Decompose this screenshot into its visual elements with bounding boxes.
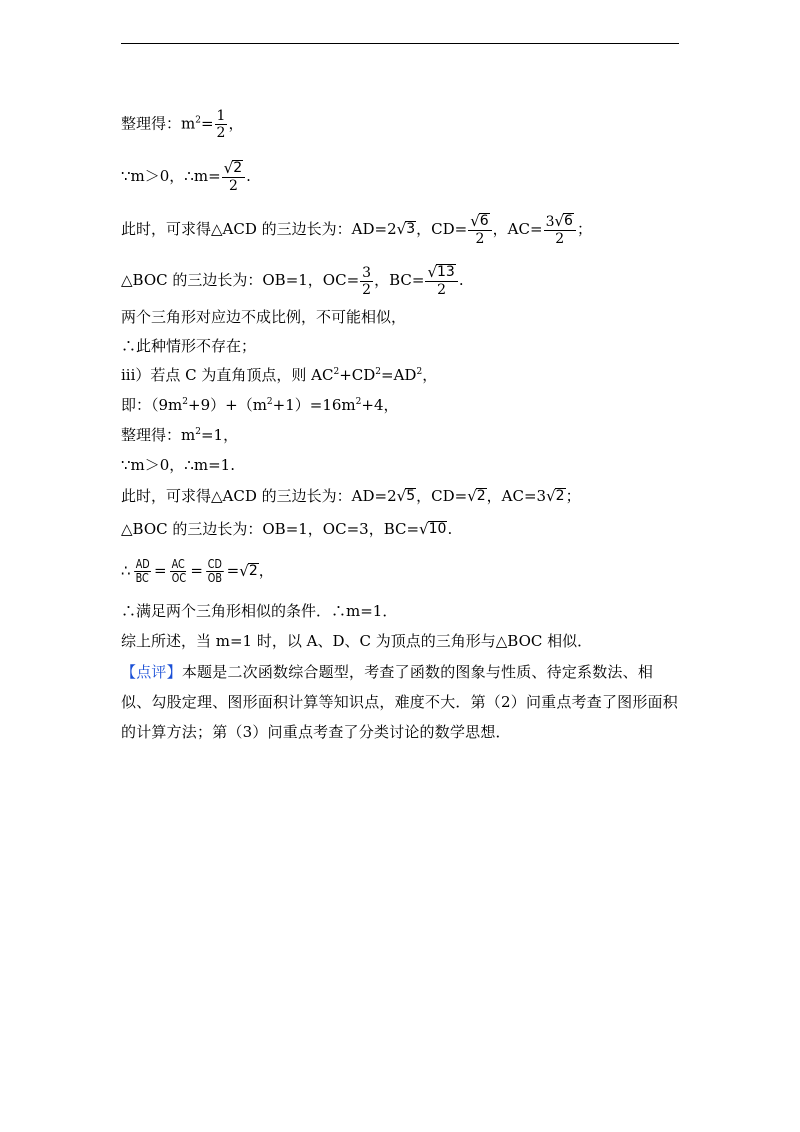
superscript: 2	[266, 397, 273, 407]
denominator: 2	[437, 282, 447, 298]
fraction	[468, 213, 491, 247]
header-rule	[121, 43, 679, 44]
text: ∵m＞0，∴m=	[121, 167, 221, 185]
radicand: 2	[476, 488, 486, 504]
superscript: 2	[195, 115, 201, 126]
fraction	[132, 558, 153, 585]
numerator: √ 13	[425, 264, 457, 282]
text: ，BC=	[374, 271, 425, 289]
denominator: 2	[555, 231, 565, 247]
line-2	[121, 160, 251, 194]
line-10: ∵m＞0，∴m=1.	[121, 456, 235, 474]
line-9: 整理得：$m^2=1$，	[121, 426, 239, 444]
superscript: 2	[416, 367, 423, 377]
sqrt: √ 3	[396, 220, 416, 238]
sqrt: √ 2	[239, 561, 258, 580]
line-12: △BOC 的三边长为：OB=1，OC=3，BC= √ 10 .	[121, 520, 453, 538]
text: 整理得：m	[121, 114, 196, 133]
fraction	[544, 213, 576, 247]
fraction	[360, 265, 373, 298]
numerator: AD	[135, 557, 150, 571]
numerator	[222, 160, 245, 178]
denominator: 2	[216, 125, 226, 141]
text: ，CD=	[416, 220, 468, 238]
comment-tag: 【点评】	[121, 663, 182, 681]
line-6: ∴此种情形不存在；	[121, 337, 257, 355]
line-13: ∴ $\frac{AD}{BC}$ = $\frac{AC}{OC}$ = $\frac{CD}{OB}$ = √ 2 ，	[121, 557, 274, 585]
denominator: 2	[362, 281, 372, 298]
numerator: CD	[207, 557, 222, 571]
fraction	[168, 558, 190, 585]
line-8: 即：$(9m^2+9)+(m^2+1)=16m^2+4$，	[121, 396, 399, 414]
radicand: 3	[406, 221, 416, 237]
text: ，AC=	[492, 220, 543, 238]
sqrt: √ 10	[419, 520, 447, 538]
denominator: 2	[475, 231, 485, 247]
line-3	[121, 213, 592, 247]
sqrt: √ 5	[396, 487, 416, 505]
text: ，	[228, 114, 244, 133]
line-1	[121, 108, 243, 141]
numerator: √ 6	[468, 213, 491, 231]
radicand: 13	[437, 264, 455, 280]
radicand: 2	[233, 160, 243, 176]
superscript: 2	[375, 367, 382, 377]
line-4	[121, 264, 464, 298]
text: .	[458, 271, 464, 289]
fraction	[425, 264, 457, 298]
text: =	[200, 114, 214, 133]
fraction	[222, 160, 245, 194]
numerator: 1	[216, 108, 226, 124]
radicand: 5	[406, 488, 416, 504]
text: △BOC 的三边长为：OB=1，OC=	[121, 271, 360, 289]
superscript: 2	[182, 397, 189, 407]
line-7: iii）若点 C 为直角顶点，则 $AC^2+CD^2=AD^2$，	[121, 366, 438, 384]
text: ；	[576, 220, 592, 238]
sqrt	[224, 160, 243, 176]
comment-text: 本题是二次函数综合题型，考查了函数的图象与性质、待定系数法、相似、勾股定理、图形面积计算等知识点，难度不大．第（2）问重点考查了图形面积的计算方法；第（3）问重点考查了分类讨论的数学思想．	[121, 663, 678, 741]
numerator: AC	[171, 557, 186, 571]
superscript: 2	[333, 367, 340, 377]
line-11: 此时，可求得△ACD 的三边长为：AD=2 √ 5 ，CD= √ 2 ，AC=3 √ 2 ；	[121, 487, 581, 505]
comment-paragraph	[121, 657, 681, 747]
sqrt: √ 2	[467, 487, 486, 505]
line-5: 两个三角形对应边不成比例，不可能相似，	[121, 308, 407, 326]
superscript: 2	[355, 397, 362, 407]
denominator: OB	[207, 571, 222, 585]
denominator: BC	[135, 571, 149, 585]
radicand: 2	[248, 562, 258, 579]
denominator: OC	[171, 571, 186, 585]
text: .	[246, 167, 251, 185]
radicand: 6	[564, 213, 573, 229]
line-15: 综上所述，当 m=1 时，以 A、D、C 为顶点的三角形与△BOC 相似．	[121, 632, 593, 650]
radicand: 10	[428, 521, 447, 537]
superscript: 2	[195, 427, 201, 437]
fraction	[215, 108, 228, 141]
text: 此时，可求得△ACD 的三边长为：AD=2	[121, 220, 397, 238]
line-14: ∴满足两个三角形相似的条件．∴m=1．	[121, 602, 398, 620]
radical-sign: √	[223, 159, 234, 177]
sqrt: √ 2	[546, 487, 565, 505]
radicand: 2	[555, 488, 565, 504]
numerator: 3 √ 6	[544, 213, 576, 231]
radicand: 6	[479, 213, 489, 229]
numerator: 3	[362, 264, 372, 281]
denominator: 2	[228, 178, 238, 194]
fraction	[204, 558, 226, 585]
